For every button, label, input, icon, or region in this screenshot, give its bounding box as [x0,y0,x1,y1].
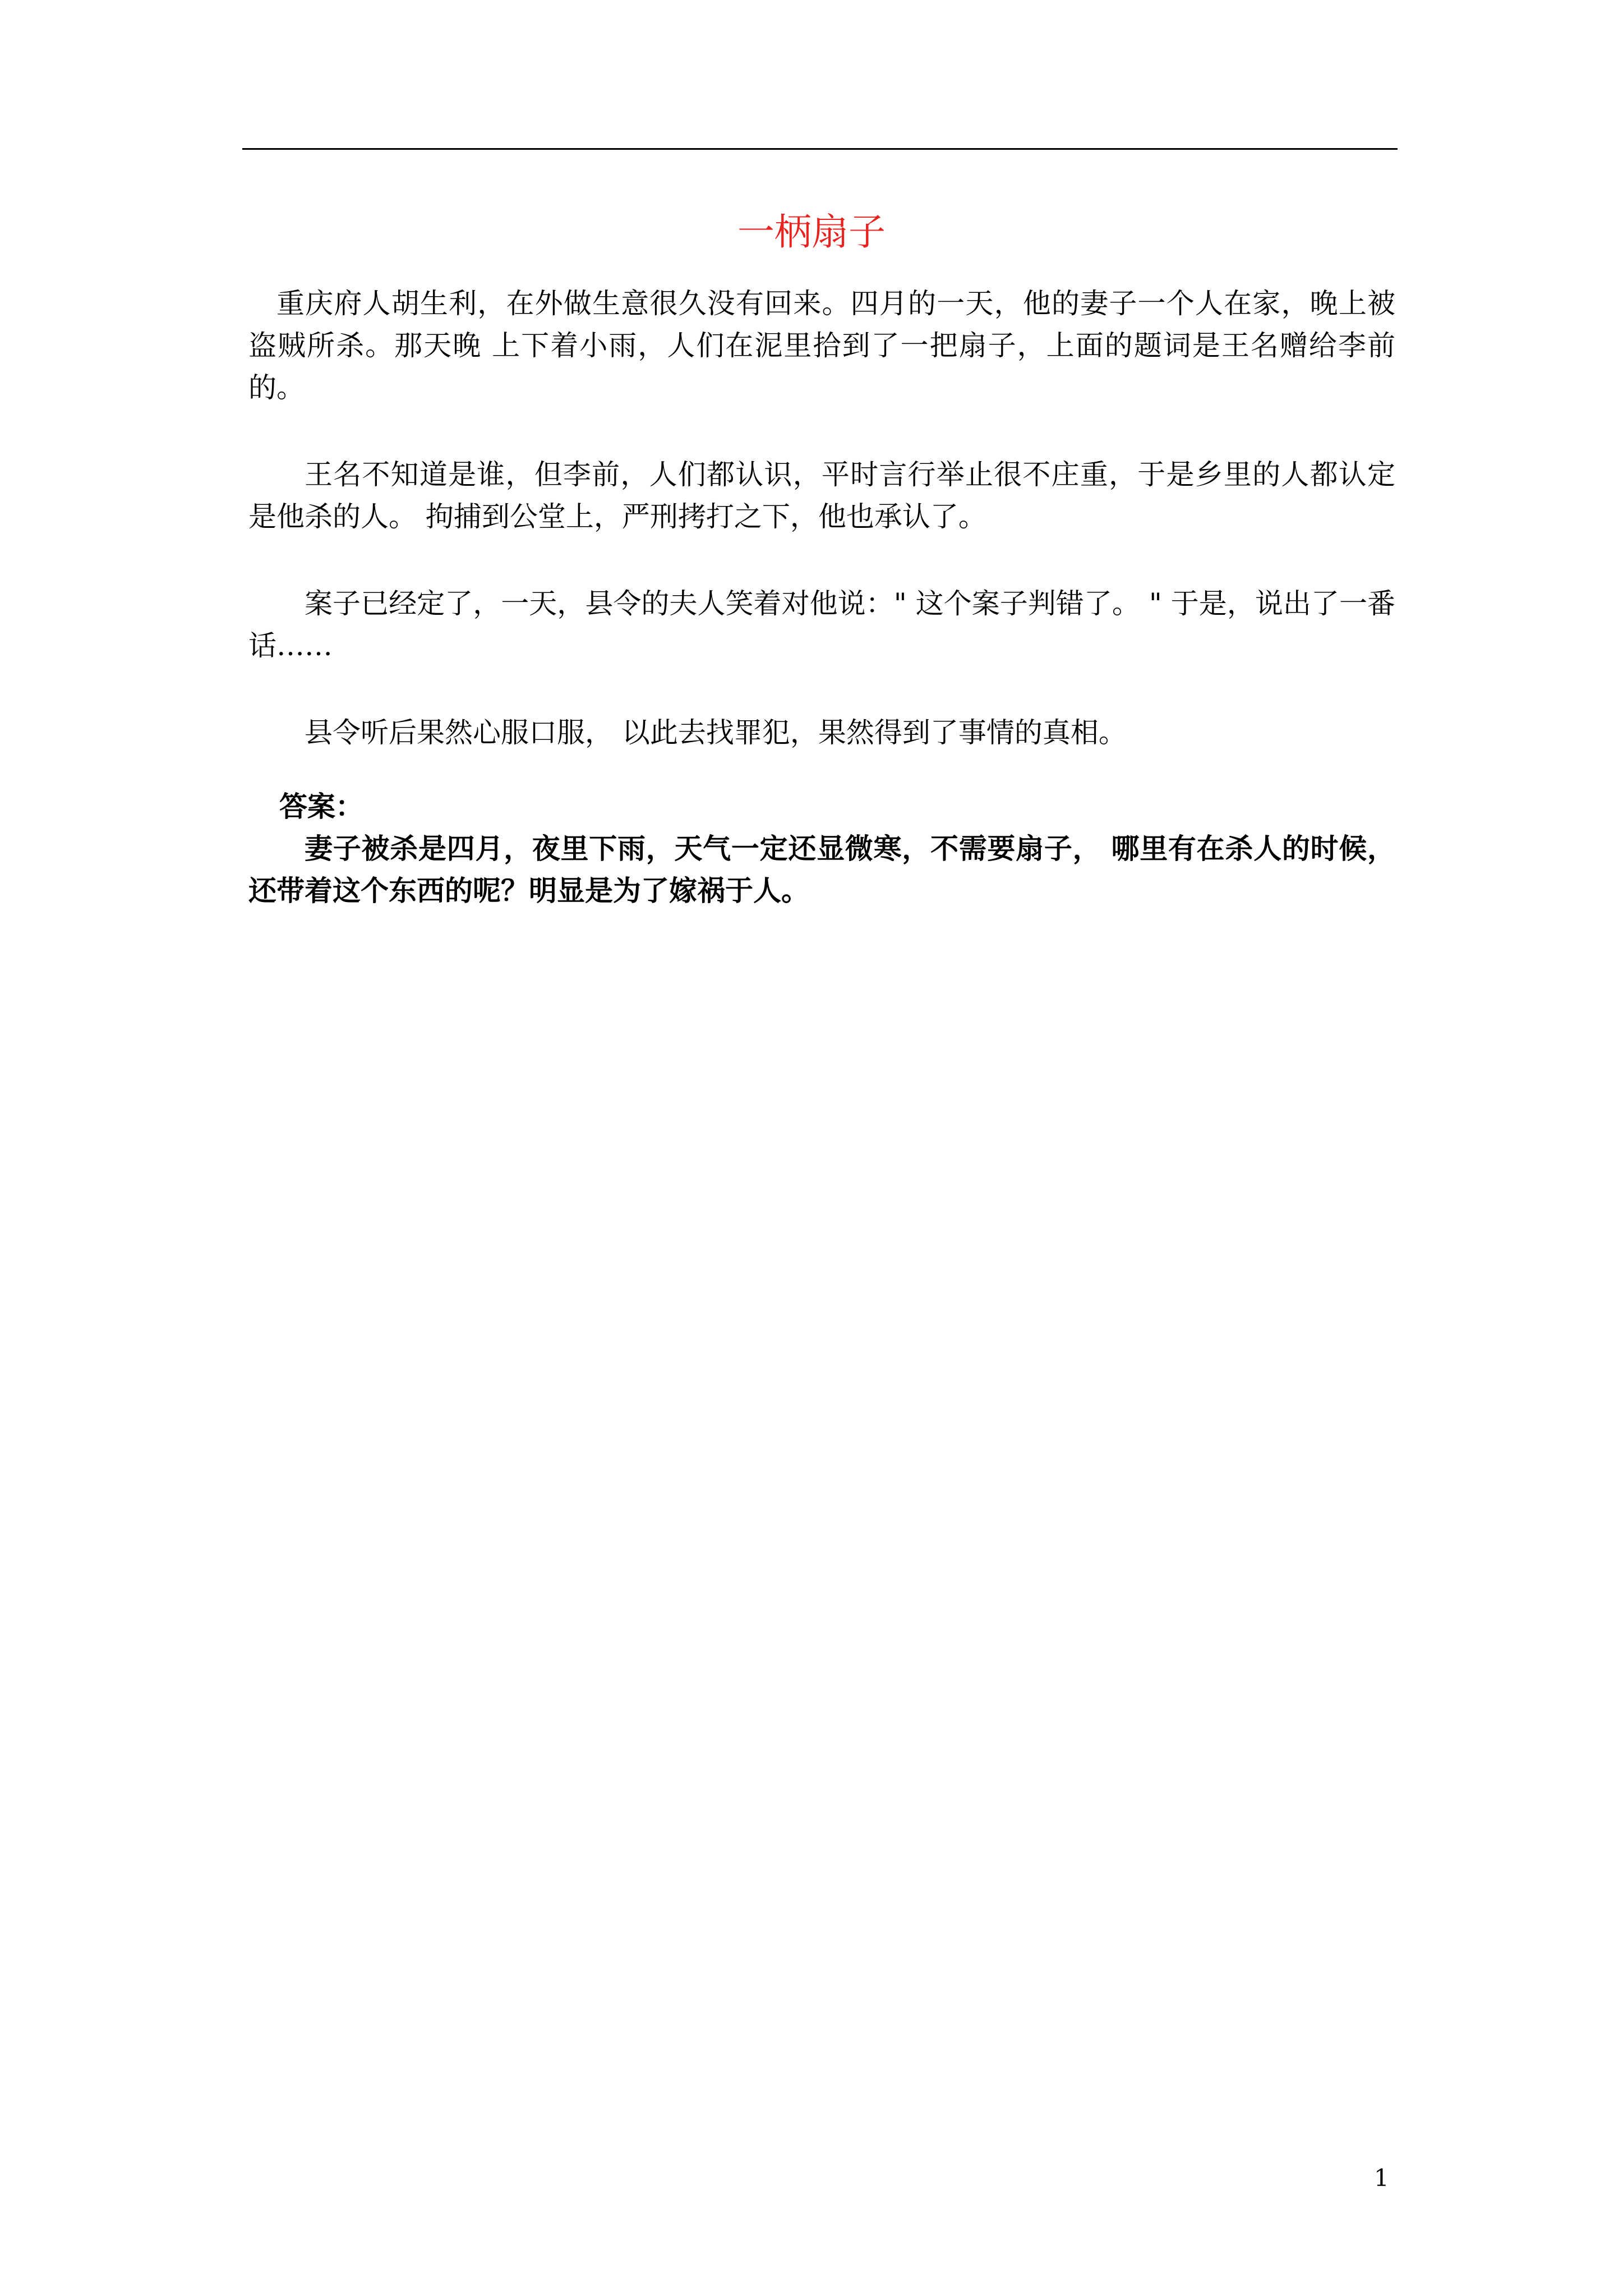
paragraph: 县令听后果然心服口服， 以此去找罪犯，果然得到了事情的真相。 [305,716,1127,749]
header-rule [242,148,1398,150]
answer-text: 妻子被杀是四月，夜里下雨，天气一定还显微寒，不需要扇子， 哪里有在杀人的时候，还带着这个东西的呢？明显是为了嫁祸于人。 [248,832,1395,907]
paragraph: 重庆府人胡生利，在外做生意很久没有回来。四月的一天，他的妻子一个人在家，晚上被盗贼所杀。那天晚 上下着小雨，人们在泥里拾到了一把扇子，上面的题词是王名赠给李前的。 [248,287,1395,404]
document-body [248,283,1395,912]
paragraph: 王名不知道是谁，但李前，人们都认识，平时言行举止很不庄重，于是乡里的人都认定是他杀的人。 拘捕到公堂上，严刑拷打之下，他也承认了。 [248,458,1395,533]
document-title: 一柄扇子 [737,210,886,254]
answer-label: 答案： [279,790,363,823]
page-number: 1 [1374,2164,1389,2192]
paragraph: 案子已经定了，一天，县令的夫人笑着对他说：" 这个案子判错了。 " 于是，说出了一番话…… [248,587,1395,662]
